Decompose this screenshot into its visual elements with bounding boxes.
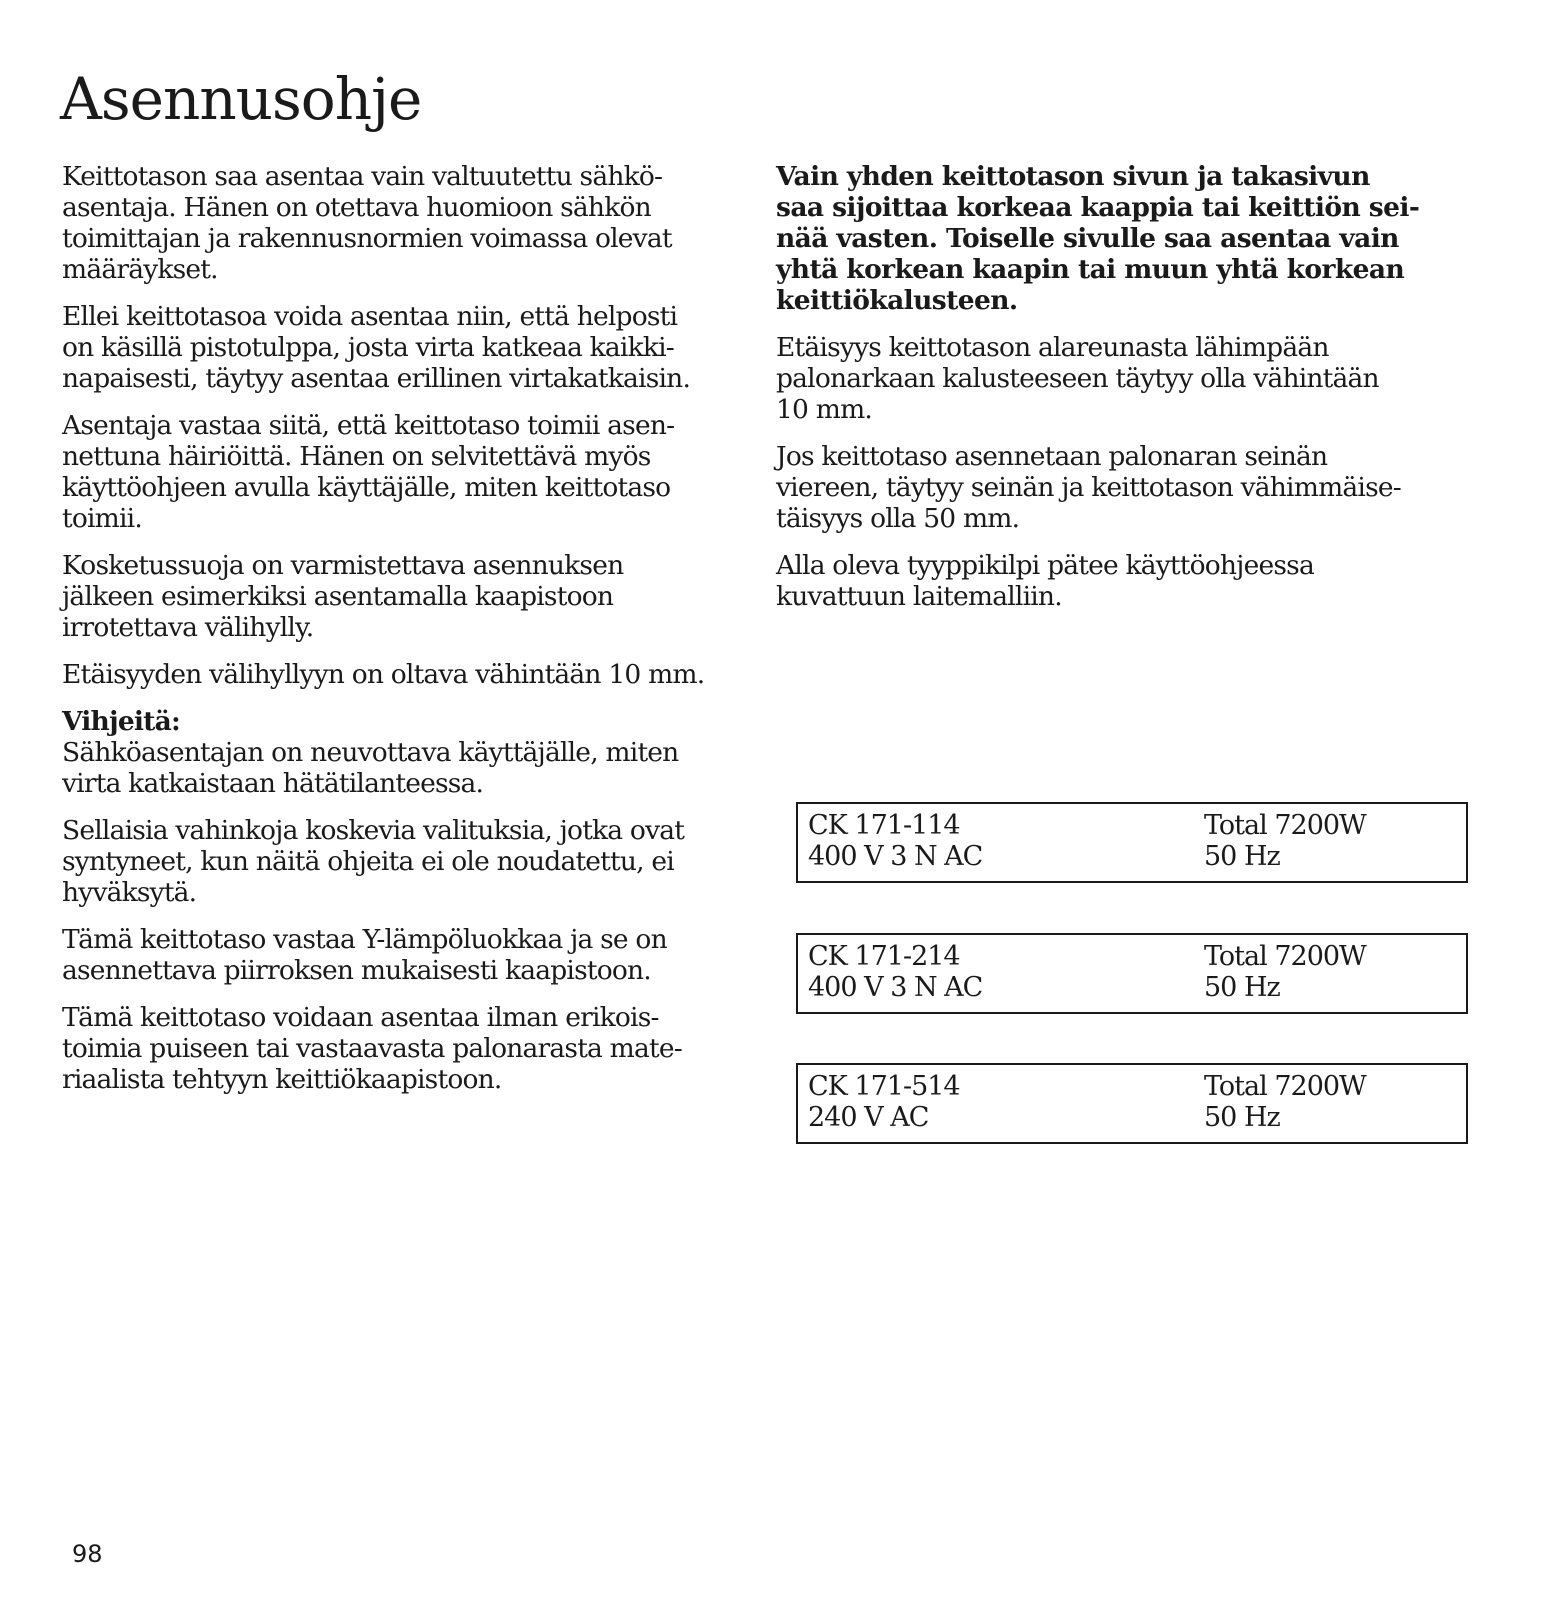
paragraph-wooden-cabinet: Tämä keittotaso voidaan asentaa ilman erikois- toimia puiseen tai vastaavasta palonarasta mate- riaalista tehtyyn keittiökaapistoon. (62, 1002, 682, 1095)
right-column (776, 161, 1476, 628)
rating-plate-ck-171-214 (796, 933, 1468, 1014)
page-number: 98 (72, 1540, 103, 1568)
plate-power: Total 7200W (1204, 941, 1366, 972)
plate-frequency: 50 Hz (1204, 1102, 1280, 1133)
hint-emergency-cutoff: Sähköasentajan on neuvottava käyttäjälle, miten virta katkaistaan hätätilanteessa. (62, 737, 679, 799)
paragraph-heat-class: Tämä keittotaso vastaa Y-lämpöluokkaa ja se on asennettava piirroksen mukaisesti kaapistoon. (62, 924, 667, 986)
plate-power: Total 7200W (1204, 1071, 1366, 1102)
plate-voltage: 240 V AC (808, 1102, 929, 1133)
plate-power: Total 7200W (1204, 810, 1366, 841)
hints-section (62, 706, 752, 799)
paragraph-complaints: Sellaisia vahinkoja koskevia valituksia, jotka ovat syntyneet, kun näitä ohjeita ei ole noudatettu, ei hyväksytä. (62, 815, 685, 908)
rating-plate-ck-171-114 (796, 802, 1468, 883)
left-column (62, 161, 752, 1111)
plate-voltage: 400 V 3 N AC (808, 972, 983, 1003)
paragraph-installer-responsibility: Asentaja vastaa siitä, että keittotaso toimii asen- nettuna häiriöittä. Hänen on selvitettävä myös käyttöohjeen avulla käyttäjälle, miten keittotaso toimii. (62, 410, 675, 534)
paragraph-rating-plate-intro: Alla oleva tyyppikilpi pätee käyttöohjeessa kuvattuun laitemalliin. (776, 550, 1314, 612)
paragraph-plug-switch: Ellei keittotasoa voida asentaa niin, että helposti on käsillä pistotulppa, josta virta katkeaa kaikki- napaisesti, täytyy asentaa erillinen virtakatkaisin. (62, 301, 691, 394)
plate-frequency: 50 Hz (1204, 972, 1280, 1003)
paragraph-shelf-distance: Etäisyyden välihyllyyn on oltava vähintään 10 mm. (62, 659, 705, 690)
paragraph-installer-requirement: Keittotason saa asentaa vain valtuutettu sähkö- asentaja. Hänen on otettava huomioon sähkön toimittajan ja rakennusnormien voimassa olevat määräykset. (62, 161, 672, 285)
paragraph-wall-distance: Jos keittotaso asennetaan palonaran seinän viereen, täytyy seinän ja keittotason vähimmäise- täisyys olla 50 mm. (776, 441, 1401, 534)
plate-model: CK 171-514 (808, 1071, 960, 1102)
page-title: Asennusohje (60, 65, 422, 133)
paragraph-contact-protection: Kosketussuoja on varmistettava asennuksen jälkeen esimerkiksi asentamalla kaapistoon irrotettava välihylly. (62, 550, 624, 643)
plate-frequency: 50 Hz (1204, 841, 1280, 872)
rating-plate-ck-171-514 (796, 1063, 1468, 1144)
hints-heading: Vihjeitä: (62, 706, 180, 737)
plate-model: CK 171-114 (808, 810, 960, 841)
paragraph-bottom-distance: Etäisyys keittotason alareunasta lähimpään palonarkaan kalusteeseen täytyy olla vähintään 10 mm. (776, 332, 1379, 425)
plate-model: CK 171-214 (808, 941, 960, 972)
plate-voltage: 400 V 3 N AC (808, 841, 983, 872)
warning-note: Vain yhden keittotason sivun ja takasivun saa sijoittaa korkeaa kaappia tai keittiön sei- nää vasten. Toiselle sivulle saa asentaa vain yhtä korkean kaapin tai muun yhtä korkean keittiökalusteen. (776, 161, 1420, 316)
